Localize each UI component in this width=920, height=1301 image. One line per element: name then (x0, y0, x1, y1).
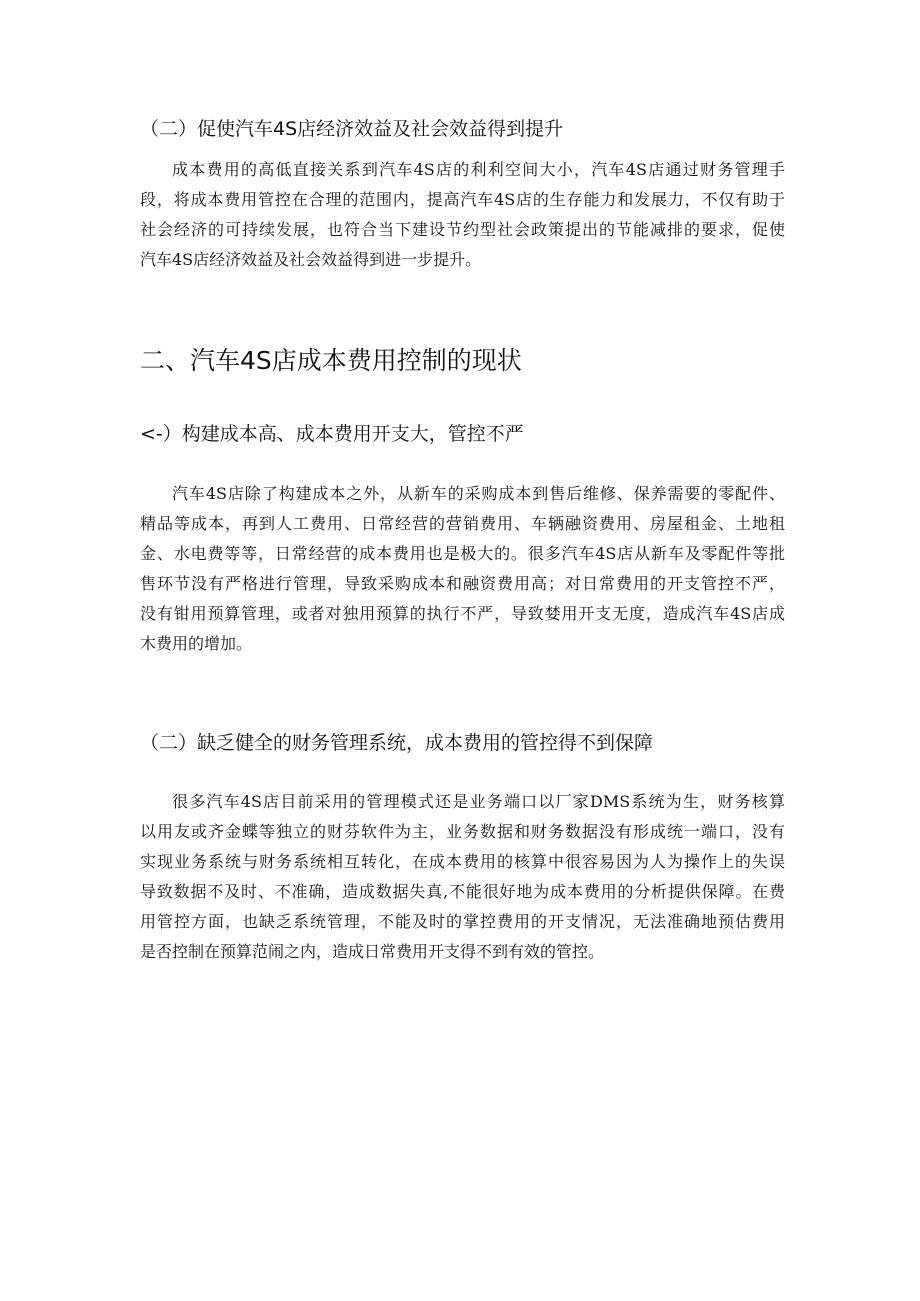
paragraph-line: 很多汽车4S店目前采用的管理模式还是业务端口以厂家DMS系统为生，财务核算 (172, 792, 785, 811)
chapter-heading-current-status: 二、汽车4S店成本费用控制的现状 (140, 346, 522, 375)
paragraph-line: 汽车4S店除了构建成本之外，从新车的采购成本到售后维修、保养需要的零配件、 (172, 484, 785, 503)
section-heading-financial-system: （二）缺乏健全的财务管理系统，成本费用的管控得不到保障 (140, 732, 654, 754)
section-heading-high-costs: <-）构建成本高、成本费用开支大，管控不严 (140, 423, 524, 445)
paragraph-line: 是否控制在预算范闹之内，造成日常费用开支得不到有效的管控。 (140, 942, 605, 961)
paragraph-line: 木费用的增加。 (140, 634, 253, 653)
paragraph-line: 汽车4S店经济效益及社会效益得到进一步提升。 (140, 250, 482, 269)
section-heading-promote-benefits: （二）促使汽车4S店经济效益及社会效益得到提升 (140, 118, 564, 140)
paragraph-line: 用管控方面，也缺乏系统管理，不能及时的掌控费用的开支情况，无法准确地预估费用 (140, 912, 785, 931)
paragraph-line: 售环节没有严格进行管理，导致采购成本和融资费用高；对日常费用的开支管控不严， (140, 574, 785, 593)
paragraph-line: 以用友或齐金蝶等独立的财芬软件为主，业务数据和财务数据没有形成统一端口，没有 (140, 822, 785, 841)
paragraph-line: 社会经济的可持续发展，也符合当下建设节约型社会政策提出的节能减排的要求，促使 (140, 220, 785, 239)
paragraph-promote-benefits (140, 155, 785, 275)
paragraph-line: 实现业务系统与财务系统相互转化，在成本费用的核算中很容易因为人为操作上的失误 (140, 852, 785, 871)
paragraph-line: 成本费用的高低直接关系到汽车4S店的利利空间大小，汽车4S店通过财务管理手 (172, 160, 785, 179)
paragraph-high-costs (140, 479, 785, 659)
paragraph-financial-system (140, 787, 785, 967)
paragraph-line: 段，将成本费用管控在合理的范围内，提高汽车4S店的生存能力和发展力，不仅有助于 (140, 190, 785, 209)
paragraph-line: 导致数据不及时、不准确，造成数据失真,不能很好地为成本费用的分析提供保障。在费 (140, 882, 785, 901)
paragraph-line: 没有钳用预算管理，或者对独用预算的执行不严，导致婪用开支无度，造成汽车4S店成 (140, 604, 785, 623)
paragraph-line: 金、水电费等等，日常经营的成本费用也是极大的。很多汽车4S店从新车及零配件等批 (140, 544, 785, 563)
paragraph-line: 精品等成本，再到人工费用、日常经营的营销费用、车辆融资费用、房屋租金、土地租 (140, 514, 785, 533)
